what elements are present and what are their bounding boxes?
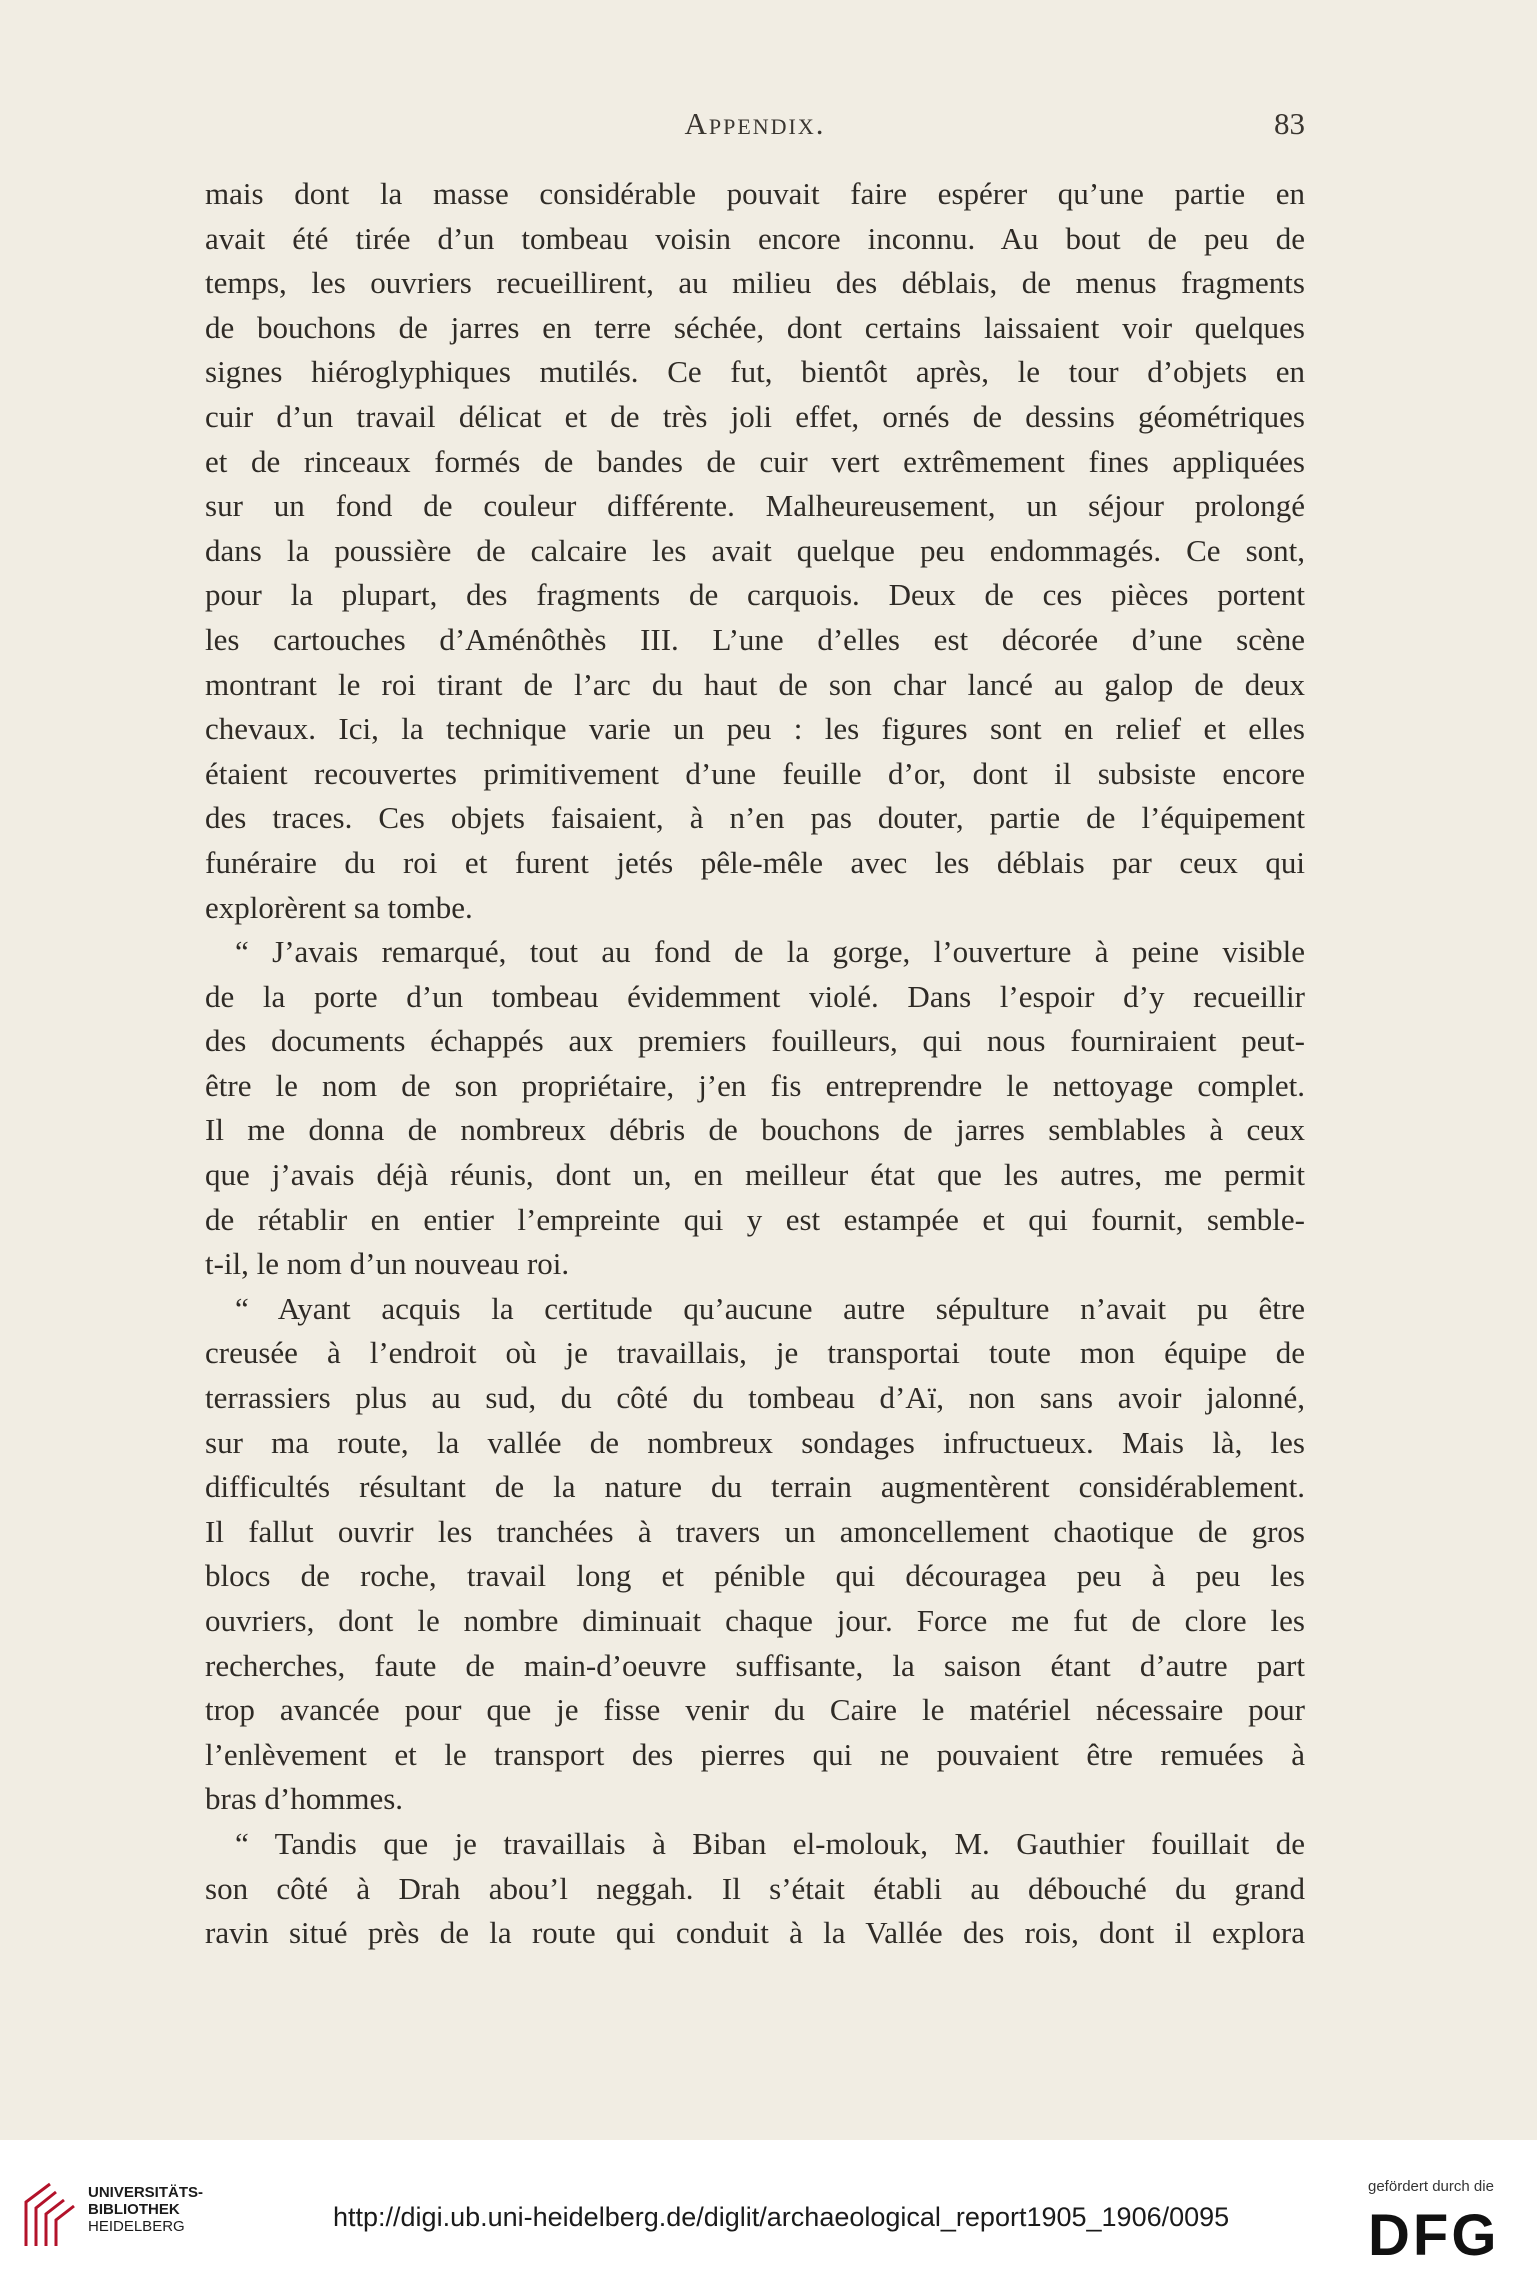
text-line: recherches, faute de main-d’oeuvre suffisante, la saison étant d’autre part <box>205 1647 1305 1683</box>
text-line: son côté à Drah abou’l neggah. Il s’était établi au débouché du grand <box>205 1870 1305 1906</box>
text-line: Il fallut ouvrir les tranchées à travers un amoncellement chaotique de gros <box>205 1513 1305 1549</box>
text-line: temps, les ouvriers recueillirent, au milieu des déblais, de menus fragments <box>205 265 1305 301</box>
text-line: creusée à l’endroit où je travaillais, je transportai toute mon équipe de <box>205 1335 1305 1371</box>
text-line: sur ma route, la vallée de nombreux sondages infructueux. Mais là, les <box>205 1424 1305 1460</box>
funded-by-label: gefördert durch die <box>1368 2178 1494 2195</box>
text-line: ravin situé près de la route qui conduit à la Vallée des rois, dont il explora <box>205 1915 1305 1951</box>
text-line: signes hiéroglyphiques mutilés. Ce fut, bientôt après, le tour d’objets en <box>205 354 1305 390</box>
text-line: difficultés résultant de la nature du terrain augmentèrent considérablement. <box>205 1469 1305 1505</box>
text-line: “ J’avais remarqué, tout au fond de la gorge, l’ouverture à peine visible <box>235 934 1305 970</box>
text-line: étaient recouvertes primitivement d’une feuille d’or, dont il subsiste encore <box>205 755 1305 791</box>
digitization-footer <box>0 2140 1537 2279</box>
text-line: montrant le roi tirant de l’arc du haut de son char lancé au galop de deux <box>205 666 1305 702</box>
text-line: de la porte d’un tombeau évidemment violé. Dans l’espoir d’y recueillir <box>205 978 1305 1014</box>
library-name <box>88 2184 203 2235</box>
running-head <box>205 106 1305 150</box>
text-line: les cartouches d’Aménôthès III. L’une d’elles est décorée d’une scène <box>205 621 1305 657</box>
text-line: des traces. Ces objets faisaient, à n’en pas douter, partie de l’équipement <box>205 800 1305 836</box>
text-line: bras d’hommes. <box>205 1781 404 1817</box>
text-line: chevaux. Ici, la technique varie un peu : les figures sont en relief et elles <box>205 711 1305 747</box>
text-line: explorèrent sa tombe. <box>205 889 473 925</box>
permalink-url[interactable]: http://digi.ub.uni-heidelberg.de/diglit/archaeological_report1905_1906/0095 <box>333 2202 1230 2232</box>
text-line: mais dont la masse considérable pouvait faire espérer qu’une partie en <box>205 176 1305 211</box>
text-line: trop avancée pour que je fisse venir du Caire le matériel nécessaire pour <box>205 1692 1305 1728</box>
text-line: pour la plupart, des fragments de carquois. Deux de ces pièces portent <box>205 577 1305 613</box>
text-line: et de rinceaux formés de bandes de cuir vert extrêmement fines appliquées <box>205 443 1305 479</box>
text-line: cuir d’un travail délicat et de très joli effet, ornés de dessins géométriques <box>205 398 1305 434</box>
university-library-logo-icon <box>22 2180 78 2250</box>
text-line: de bouchons de jarres en terre séchée, dont certains laissaient voir quelques <box>205 309 1305 345</box>
text-line: être le nom de son propriétaire, j’en fis entreprendre le nettoyage complet. <box>205 1067 1305 1103</box>
text-line: terrassiers plus au sud, du côté du tombeau d’Aï, non sans avoir jalonné, <box>205 1380 1305 1416</box>
dfg-logo: DFG <box>1368 2203 1500 2268</box>
text-line: dans la poussière de calcaire les avait quelque peu endommagés. Ce sont, <box>205 532 1305 568</box>
text-line: l’enlèvement et le transport des pierres qui ne pouvaient être remuées à <box>205 1736 1305 1772</box>
page-number: 83 <box>1274 106 1305 141</box>
library-name-line: HEIDELBERG <box>88 2218 185 2235</box>
text-line: sur un fond de couleur différente. Malheureusement, un séjour prolongé <box>205 488 1305 524</box>
body-text <box>205 172 1305 1956</box>
text-line: des documents échappés aux premiers fouilleurs, qui nous fourniraient peut- <box>205 1023 1305 1059</box>
running-title: Appendix. <box>684 106 826 141</box>
text-line: que j’avais déjà réunis, dont un, en meilleur état que les autres, me permit <box>205 1157 1305 1193</box>
library-name-line: UNIVERSITÄTS- <box>88 2184 204 2201</box>
text-line: t-il, le nom d’un nouveau roi. <box>205 1246 570 1282</box>
text-line: de rétablir en entier l’empreinte qui y est estampée et qui fournit, semble- <box>205 1201 1305 1237</box>
text-line: “ Tandis que je travaillais à Biban el-molouk, M. Gauthier fouillait de <box>235 1825 1305 1861</box>
text-line: avait été tirée d’un tombeau voisin encore inconnu. Au bout de peu de <box>205 220 1305 256</box>
text-line: ouvriers, dont le nombre diminuait chaque jour. Force me fut de clore les <box>205 1603 1305 1638</box>
text-line: Il me donna de nombreux débris de bouchons de jarres semblables à ceux <box>205 1112 1305 1148</box>
text-line: “ Ayant acquis la certitude qu’aucune autre sépulture n’avait pu être <box>235 1290 1305 1326</box>
text-line: funéraire du roi et furent jetés pêle-mêle avec les déblais par ceux qui <box>205 844 1305 880</box>
library-name-line: BIBLIOTHEK <box>88 2201 180 2218</box>
text-line: blocs de roche, travail long et pénible qui découragea peu à peu les <box>205 1558 1305 1594</box>
